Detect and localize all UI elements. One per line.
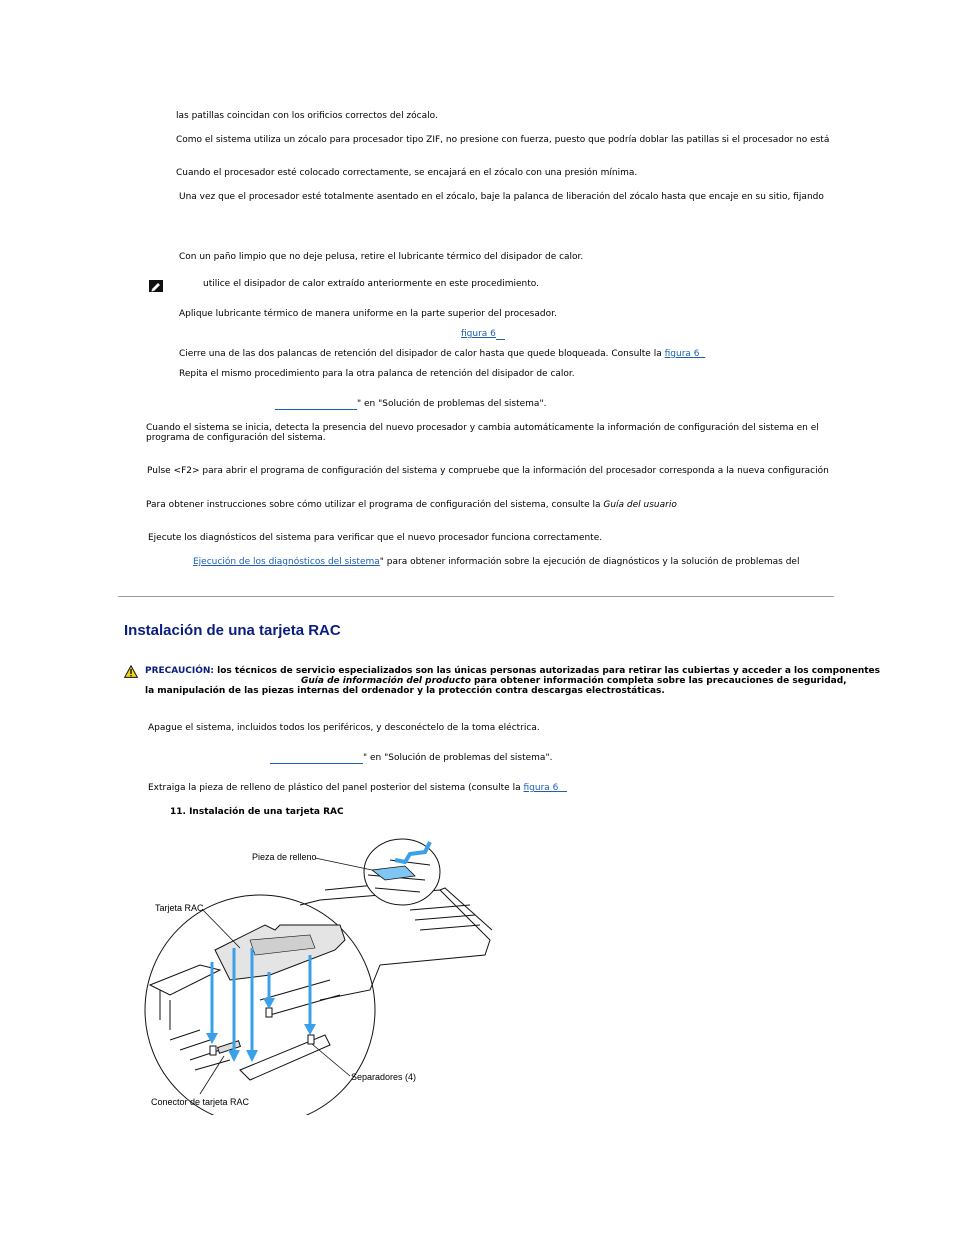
diagnostics-link[interactable]: Ejecución de los diagnósticos del sistema	[193, 557, 380, 567]
figure-label-filler: Pieza de relleno	[252, 852, 317, 862]
step-text: Una vez que el procesador esté totalmente asentado en el zócalo, baje la palanca de liberación del zócalo hasta que encaje en su sitio, fijando	[179, 192, 824, 202]
section-divider	[118, 596, 834, 597]
note-pencil-icon	[149, 280, 163, 292]
missing-link-underline[interactable]	[275, 409, 357, 410]
figure-label-standoffs: Separadores (4)	[351, 1072, 417, 1082]
step-text: Apague el sistema, incluidos todos los periféricos, y desconéctelo de la toma eléctrica.	[148, 723, 540, 733]
step-text: Repita el mismo procedimiento para la otra palanca de retención del disipador de calor.	[179, 369, 575, 379]
step-text: " en "Solución de problemas del sistema".	[363, 753, 553, 763]
figure-6-link[interactable]: figura 6	[523, 783, 559, 793]
step-text: Cuando el procesador esté colocado correctamente, se encajará en el zócalo con una presión mínima.	[176, 168, 638, 178]
guide-title: Guía de información del producto	[301, 676, 471, 686]
link-underline	[700, 349, 706, 359]
paragraph: Pulse <F2> para abrir el programa de configuración del sistema y compruebe que la información del procesador corresponda a la nueva configuración	[147, 466, 829, 476]
figure-label-card: Tarjeta RAC	[155, 903, 204, 913]
caution-text: para obtener información completa sobre las precauciones de seguridad,	[474, 676, 847, 686]
paragraph	[146, 500, 677, 511]
paragraph: Ejecute los diagnósticos del sistema para verificar que el nuevo procesador funciona correctamente.	[148, 533, 603, 543]
paragraph: Cuando el sistema se inicia, detecta la presencia del nuevo procesador y cambia automáticamente la información de configuración del sistema en el	[146, 423, 819, 433]
caution-line: la manipulación de las piezas internas del ordenador y la protección contra descargas electrostáticas.	[145, 686, 665, 696]
figure-label-connector: Conector de tarjeta RAC	[151, 1097, 250, 1107]
step-text-prefix: Extraiga la pieza de relleno de plástico del panel posterior del sistema (consulte la	[148, 783, 521, 793]
step-text: las patillas coincidan con los orificios correctos del zócalo.	[176, 111, 438, 121]
section-title: Instalación de una tarjeta RAC	[124, 622, 341, 639]
step-text	[179, 349, 705, 360]
missing-link-underline[interactable]	[270, 763, 363, 764]
step-text: Como el sistema utiliza un zócalo para procesador tipo ZIF, no presione con fuerza, puesto que podría doblar las patillas si el procesador no está	[176, 135, 830, 145]
warning-triangle-icon	[124, 665, 138, 678]
caution-text: los técnicos de servicio especializados son las únicas personas autorizadas para retirar las cubiertas y acceder a los componentes	[217, 666, 880, 676]
link-underline	[558, 783, 567, 793]
paragraph: programa de configuración del sistema.	[146, 433, 326, 443]
step-text	[148, 783, 567, 794]
guide-title: Guía del usuario	[603, 500, 677, 510]
note-text: utilice el disipador de calor extraído anteriormente en este procedimiento.	[203, 279, 539, 289]
step-text: Con un paño limpio que no deje pelusa, retire el lubricante térmico del disipador de calor.	[179, 252, 584, 262]
figure-6-link[interactable]: figura 6	[664, 349, 700, 359]
paragraph-prefix: Para obtener instrucciones sobre cómo utilizar el programa de configuración del sistema, consulte la	[146, 500, 601, 510]
figure-6-link[interactable]: figura 6	[461, 329, 496, 339]
paragraph	[193, 557, 799, 568]
link-underline	[496, 339, 505, 340]
figure-caption: 11. Instalación de una tarjeta RAC	[170, 807, 344, 817]
caution-label: PRECAUCIÓN:	[145, 666, 215, 676]
rac-installation-figure	[140, 830, 500, 1115]
step-text-prefix: Cierre una de las dos palancas de retención del disipador de calor hasta que quede bloqueada. Consulte la	[179, 349, 662, 359]
paragraph-suffix: " para obtener información sobre la ejecución de diagnósticos y la solución de problemas del	[379, 557, 800, 567]
step-text: Aplique lubricante térmico de manera uniforme en la parte superior del procesador.	[179, 309, 557, 319]
step-text: " en "Solución de problemas del sistema".	[357, 399, 547, 409]
